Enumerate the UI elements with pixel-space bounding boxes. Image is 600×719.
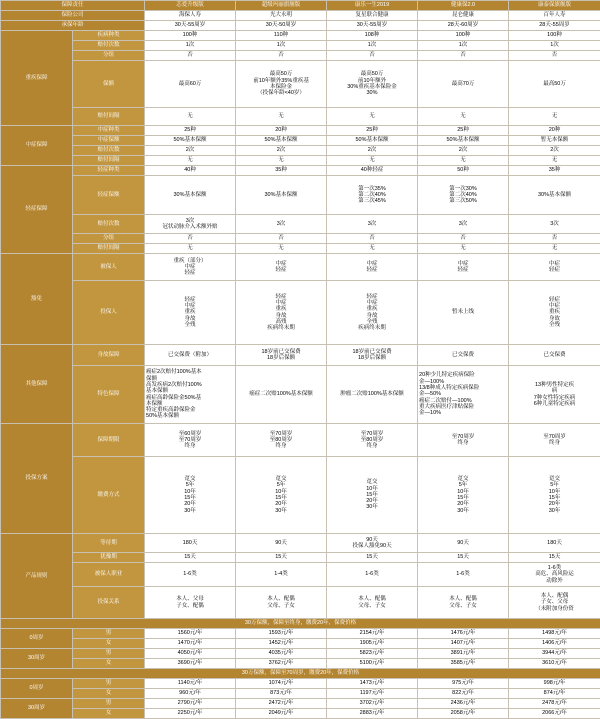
cell-value: 百年人寿 (509, 11, 600, 21)
cell-value: 最高70万 (418, 61, 509, 108)
cell-value: 1-4类 (236, 563, 327, 587)
moderate-row (1, 156, 600, 166)
cell-value: 15天 (145, 553, 236, 563)
cell-value: 最高50万 (509, 61, 600, 108)
cell-value: 1次 (327, 41, 418, 51)
row-label: 承保年龄 (1, 21, 145, 31)
cell-value: 趸交 5年 10年 15年 20年 30年 (236, 457, 327, 534)
price-value: 2154元/年 (327, 629, 418, 639)
price-row (1, 649, 600, 659)
cell-value: 本人、父母 子女、配偶 (145, 587, 236, 619)
cell-value: 25种 (145, 126, 236, 136)
sub-label: 分组 (73, 51, 145, 61)
cell-value: 40种轻症 (327, 166, 418, 176)
critical-row (1, 51, 600, 61)
cell-value: 30%基本保额 (145, 176, 236, 215)
sex-label: 男 (73, 629, 145, 639)
price-value: 2790元/年 (145, 699, 236, 709)
sub-label: 赔付次数 (73, 215, 145, 234)
cell-value: 100种 (145, 31, 236, 41)
price-value: 4035元/年 (236, 649, 327, 659)
cell-value: 第一次30% 第二次40% 第三次50% (418, 176, 509, 215)
price-value: 1498元/年 (509, 629, 600, 639)
cell-value: 18岁前已交保费 18岁后保额 (327, 345, 418, 366)
product-name: 超级玛丽旗舰版 (236, 1, 327, 11)
sub-label: 赔付间隔 (73, 108, 145, 126)
product-name: 健康保2.0 (418, 1, 509, 11)
cell-value: 100种 (418, 31, 509, 41)
cell-value: 28天-55周岁 (509, 21, 600, 31)
cell-value: 110种 (236, 31, 327, 41)
header-cell: 保障责任 (1, 1, 145, 11)
sex-label: 男 (73, 649, 145, 659)
cell-value: 90天 (418, 534, 509, 553)
cell-value: 已交保费 (509, 345, 600, 366)
price-value: 5823元/年 (327, 649, 418, 659)
price-value: 5100元/年 (327, 659, 418, 669)
cell-value: 无 (509, 244, 600, 254)
cell-value: 本人、配偶 子女、父母 （未附加身份资 (509, 587, 600, 619)
cell-value: 1-6类 (418, 563, 509, 587)
price-value: 1406元/年 (509, 639, 600, 649)
cell-value: 无 (327, 156, 418, 166)
age-row (1, 21, 600, 31)
price-section-title: 30万保额，保障至终身，缴费20年，保费价格 (1, 619, 600, 629)
sub-label: 投保人 (73, 281, 145, 345)
cell-value: 趸交 5年 10年 15年 20年 30年 (509, 457, 600, 534)
price2-title-row (1, 669, 600, 679)
cell-value: 本人、配偶 父母、子女 (418, 587, 509, 619)
price-row (1, 659, 600, 669)
price-section-title: 30万保额，保障至70周岁，缴费20年，保费价格 (1, 669, 600, 679)
cell-value: 光大永明 (236, 11, 327, 21)
sub-label: 犹豫期 (73, 553, 145, 563)
cell-value: 1次 (145, 41, 236, 51)
cell-value: 本人、配偶 父母、子女 (327, 587, 418, 619)
mild-row (1, 244, 600, 254)
cell-value: 趸交 5年 10年 15年 20年 30年 (145, 457, 236, 534)
cell-value: 无 (236, 244, 327, 254)
cell-value: 108种 (327, 31, 418, 41)
cell-value: 15天 (509, 553, 600, 563)
cell-value: 50%基本保额 (236, 136, 327, 146)
price-row (1, 709, 600, 719)
cell-value: 50%基本保额 (327, 136, 418, 146)
moderate-row (1, 136, 600, 146)
cell-value: 最高60万 (145, 61, 236, 108)
sex-label: 女 (73, 709, 145, 719)
price1-title-row (1, 619, 600, 629)
price-value: 1452元/年 (236, 639, 327, 649)
cell-value: 90天 (236, 534, 327, 553)
cell-value: 无 (145, 108, 236, 126)
cell-value: 15天 (418, 553, 509, 563)
cell-value: 15天 (327, 553, 418, 563)
cell-value: 至70周岁 至80周岁 终身 (327, 424, 418, 457)
cell-value: 30天-55周岁 (145, 21, 236, 31)
company-row (1, 11, 600, 21)
cell-value: 无 (418, 108, 509, 126)
cell-value: 30天-50周岁 (236, 21, 327, 31)
cell-value: 90天 投保人豁免90天 (327, 534, 418, 553)
price-value: 1197元/年 (327, 689, 418, 699)
cell-value: 重疾（部分） 中症 轻症 (145, 254, 236, 281)
price-value: 960元/年 (145, 689, 236, 699)
sex-label: 女 (73, 639, 145, 649)
mild-row (1, 234, 600, 244)
cell-value: 趸交 5年 10年 15年 20年 30年 (418, 457, 509, 534)
cell-value: 无 (327, 244, 418, 254)
price-row (1, 679, 600, 689)
price-value: 998元/年 (509, 679, 600, 689)
price-value: 822元/年 (418, 689, 509, 699)
price-value: 3762元/年 (236, 659, 327, 669)
cell-value: 180天 (145, 534, 236, 553)
cell-value: 否 (327, 51, 418, 61)
sub-label: 中症种类 (73, 126, 145, 136)
cell-value: 30%基本保额 (236, 176, 327, 215)
sub-label: 分组 (73, 234, 145, 244)
cell-value: 35种 (509, 166, 600, 176)
other-row (1, 345, 600, 366)
cell-value: 本人、配偶 父母、子女 (236, 587, 327, 619)
rules-row (1, 563, 600, 587)
price-value: 3702元/年 (327, 699, 418, 709)
rules-row (1, 587, 600, 619)
price-value: 1905元/年 (327, 639, 418, 649)
cell-value: 1次 (236, 41, 327, 51)
product-name: 芯爱升级版 (145, 1, 236, 11)
cell-value: 轻症 中症 重疾 身故 全残 (145, 281, 236, 345)
price-value: 3891元/年 (418, 649, 509, 659)
price-value: 1470元/年 (145, 639, 236, 649)
sub-label: 中症保额 (73, 136, 145, 146)
cell-value: 至70周岁 终身 (509, 424, 600, 457)
cell-value: 至70周岁 终身 (418, 424, 509, 457)
price-value: 4050元/年 (145, 649, 236, 659)
cell-value: 复星联合健康 (327, 11, 418, 21)
cell-value: 轻症 中症 重疾 身故 全残 (509, 281, 600, 345)
cell-value: 13种男性特定疾 病 7种女性特定疾病 6种儿童特定疾病 (509, 366, 600, 424)
cell-value: 否 (236, 51, 327, 61)
cell-value: 否 (418, 51, 509, 61)
price-value: 1560元/年 (145, 629, 236, 639)
group-label: 中症保障 (1, 126, 73, 166)
age-label: 30周岁 (1, 649, 73, 669)
cell-value: 癌症二次赔100%基本保额 (236, 366, 327, 424)
sub-label: 保障期限 (73, 424, 145, 457)
cell-value: 至60周岁 至70周岁 终身 (145, 424, 236, 457)
cell-value: 否 (509, 51, 600, 61)
cell-value: 180天 (509, 534, 600, 553)
price-value: 1593元/年 (236, 629, 327, 639)
cell-value: 30天-55周岁 (327, 21, 418, 31)
price-value: 2058元/年 (418, 709, 509, 719)
critical-row (1, 41, 600, 51)
price-value: 2049元/年 (236, 709, 327, 719)
price-value: 2883元/年 (327, 709, 418, 719)
cell-value: 30%基本保额 (509, 176, 600, 215)
price-value: 2436元/年 (418, 699, 509, 709)
price-value: 1407元/年 (418, 639, 509, 649)
price-value: 975元/年 (418, 679, 509, 689)
cell-value: 50种 (418, 166, 509, 176)
price-value: 3944元/年 (509, 649, 600, 659)
sub-label: 缴费方式 (73, 457, 145, 534)
group-label: 其他保障 (1, 345, 73, 424)
moderate-row (1, 146, 600, 156)
critical-row (1, 31, 600, 41)
cell-value: 第一次35% 第二次40% 第三次45% (327, 176, 418, 215)
price-row (1, 689, 600, 699)
cell-value: 最高50万 前10年额外35%重疾基 本保险金 （投保年龄<40岁） (236, 61, 327, 108)
cell-value: 否 (236, 234, 327, 244)
cell-value: 中症 轻症 (509, 254, 600, 281)
price-value: 874元/年 (509, 689, 600, 699)
waiver-row (1, 281, 600, 345)
price-value: 2066元/年 (509, 709, 600, 719)
cell-value: 否 (418, 234, 509, 244)
cell-value: 3次 (327, 215, 418, 234)
price-value: 1473元/年 (327, 679, 418, 689)
cell-value: 40种 (145, 166, 236, 176)
sub-label: 轻症种类 (73, 166, 145, 176)
cell-value: 50%基本保额 (418, 136, 509, 146)
plan-row (1, 457, 600, 534)
cell-value: 50%基本保额 (145, 136, 236, 146)
cell-value: 中症 轻症 (418, 254, 509, 281)
cell-value: 100种 (509, 31, 600, 41)
rules-row (1, 534, 600, 553)
cell-value: 无 (418, 156, 509, 166)
cell-value: 已交保费 (418, 345, 509, 366)
cell-value: 18岁前已交保费 18岁后保额 (236, 345, 327, 366)
age-label: 0周岁 (1, 629, 73, 649)
cell-value: 20种 (509, 126, 600, 136)
cell-value: 癌症2次赔付100%基本 保额 高发疾病2次赔付100% 基本保额 癌症高龄保险金50%基 本保额 特定重疾高龄保险金 50%基本保额 (145, 366, 236, 424)
cell-value: 3次 (418, 215, 509, 234)
sub-label: 等待期 (73, 534, 145, 553)
sub-label: 身故保障 (73, 345, 145, 366)
cell-value: 25种 (418, 126, 509, 136)
mild-row (1, 166, 600, 176)
product-name: 康乐一生2019 (327, 1, 418, 11)
cell-value: 2次 (418, 146, 509, 156)
sub-label: 被保人职业 (73, 563, 145, 587)
price-value: 1476元/年 (418, 629, 509, 639)
sub-label: 特色保障 (73, 366, 145, 424)
cell-value: 20种少儿特定疾病保险 金—100% 13/8种成人特定疾病保险 金—50% 癌症二次赔付—100% 重大疾病医疗津贴保险 金—10% (418, 366, 509, 424)
header-row (1, 1, 600, 11)
cell-value: 无 (236, 108, 327, 126)
group-label: 产品规则 (1, 534, 73, 619)
cell-value: 否 (327, 234, 418, 244)
product-name: 康泰保旗舰版 (509, 1, 600, 11)
other-row (1, 366, 600, 424)
cell-value: 中症 轻症 (327, 254, 418, 281)
cell-value: 3次 (236, 215, 327, 234)
cell-value: 轻症 中症 重疾 身故 高残 疾病终末期 (236, 281, 327, 345)
cell-value: 1-6类 (145, 563, 236, 587)
critical-row (1, 61, 600, 108)
sub-label: 疾病种类 (73, 31, 145, 41)
cell-value: 暂无本保额 (509, 136, 600, 146)
price-value: 873元/年 (236, 689, 327, 699)
cell-value: 2次 (509, 146, 600, 156)
cell-value: 1次 (509, 41, 600, 51)
price-row (1, 699, 600, 709)
cell-value: 无 (509, 156, 600, 166)
sex-label: 女 (73, 659, 145, 669)
cell-value: 否 (145, 234, 236, 244)
age-label: 0周岁 (1, 679, 73, 699)
price-value: 3585元/年 (418, 659, 509, 669)
cell-value: 1-6类 高危、高风险运 动除外 (509, 563, 600, 587)
sex-label: 男 (73, 679, 145, 689)
plan-row (1, 424, 600, 457)
price-row (1, 629, 600, 639)
sub-label: 保额 (73, 61, 145, 108)
cell-value: 趸交 10年 15年 20年 30年 (327, 457, 418, 534)
group-label: 投保方案 (1, 424, 73, 534)
sub-label: 赔付次数 (73, 146, 145, 156)
row-label: 保险公司 (1, 11, 145, 21)
cell-value: 轻症 中症 重疾 身故 全残 疾病终末期 (327, 281, 418, 345)
sub-label: 轻症保额 (73, 176, 145, 215)
cell-value: 昆仑健康 (418, 11, 509, 21)
cell-value: 3次 (509, 215, 600, 234)
cell-value: 无 (327, 108, 418, 126)
cell-value: 最高50万 前10年额外 30%重疾基本保险金 30% (327, 61, 418, 108)
price-row (1, 639, 600, 649)
cell-value: 无 (145, 156, 236, 166)
group-label: 重疾保障 (1, 31, 73, 126)
cell-value: 3次 冠状动脉介入术额外赔 (145, 215, 236, 234)
sub-label: 被保人 (73, 254, 145, 281)
group-label: 豁免 (1, 254, 73, 345)
group-label: 轻症保障 (1, 166, 73, 254)
cell-value: 35种 (236, 166, 327, 176)
sub-label: 赔付次数 (73, 41, 145, 51)
cell-value: 否 (145, 51, 236, 61)
cell-value: 无 (145, 244, 236, 254)
cell-value: 无 (418, 244, 509, 254)
cell-value: 2次 (145, 146, 236, 156)
cell-value: 已交保费（附加） (145, 345, 236, 366)
cell-value: 至70周岁 至80周岁 终身 (236, 424, 327, 457)
cell-value: 无 (236, 156, 327, 166)
cell-value: 1-6类 (327, 563, 418, 587)
price-value: 1140元/年 (145, 679, 236, 689)
cell-value: 中症 轻症 (236, 254, 327, 281)
cell-value: 1次 (418, 41, 509, 51)
mild-row (1, 176, 600, 215)
sub-label: 投保关系 (73, 587, 145, 619)
sex-label: 女 (73, 689, 145, 699)
moderate-row (1, 126, 600, 136)
price-value: 3610元/年 (509, 659, 600, 669)
critical-row (1, 108, 600, 126)
price-value: 1074元/年 (236, 679, 327, 689)
cell-value: 否 (509, 234, 600, 244)
cell-value: 20种 (236, 126, 327, 136)
cell-value: 15天 (236, 553, 327, 563)
age-label: 30周岁 (1, 699, 73, 719)
price-value: 3690元/年 (145, 659, 236, 669)
cell-value: 25种 (327, 126, 418, 136)
sex-label: 男 (73, 699, 145, 709)
cell-value: 海保人寿 (145, 11, 236, 21)
price-value: 2250元/年 (145, 709, 236, 719)
mild-row (1, 215, 600, 234)
cell-value: 肿瘤二次赔100%基本保额 (327, 366, 418, 424)
cell-value: 暂未上线 (418, 281, 509, 345)
sub-label: 赔付间隔 (73, 156, 145, 166)
cell-value: 2次 (327, 146, 418, 156)
rules-row (1, 553, 600, 563)
price-value: 2472元/年 (236, 699, 327, 709)
cell-value: 无 (509, 108, 600, 126)
cell-value: 28天-60周岁 (418, 21, 509, 31)
price-value: 2478元/年 (509, 699, 600, 709)
cell-value: 2次 (236, 146, 327, 156)
waiver-row (1, 254, 600, 281)
sub-label: 赔付间隔 (73, 244, 145, 254)
